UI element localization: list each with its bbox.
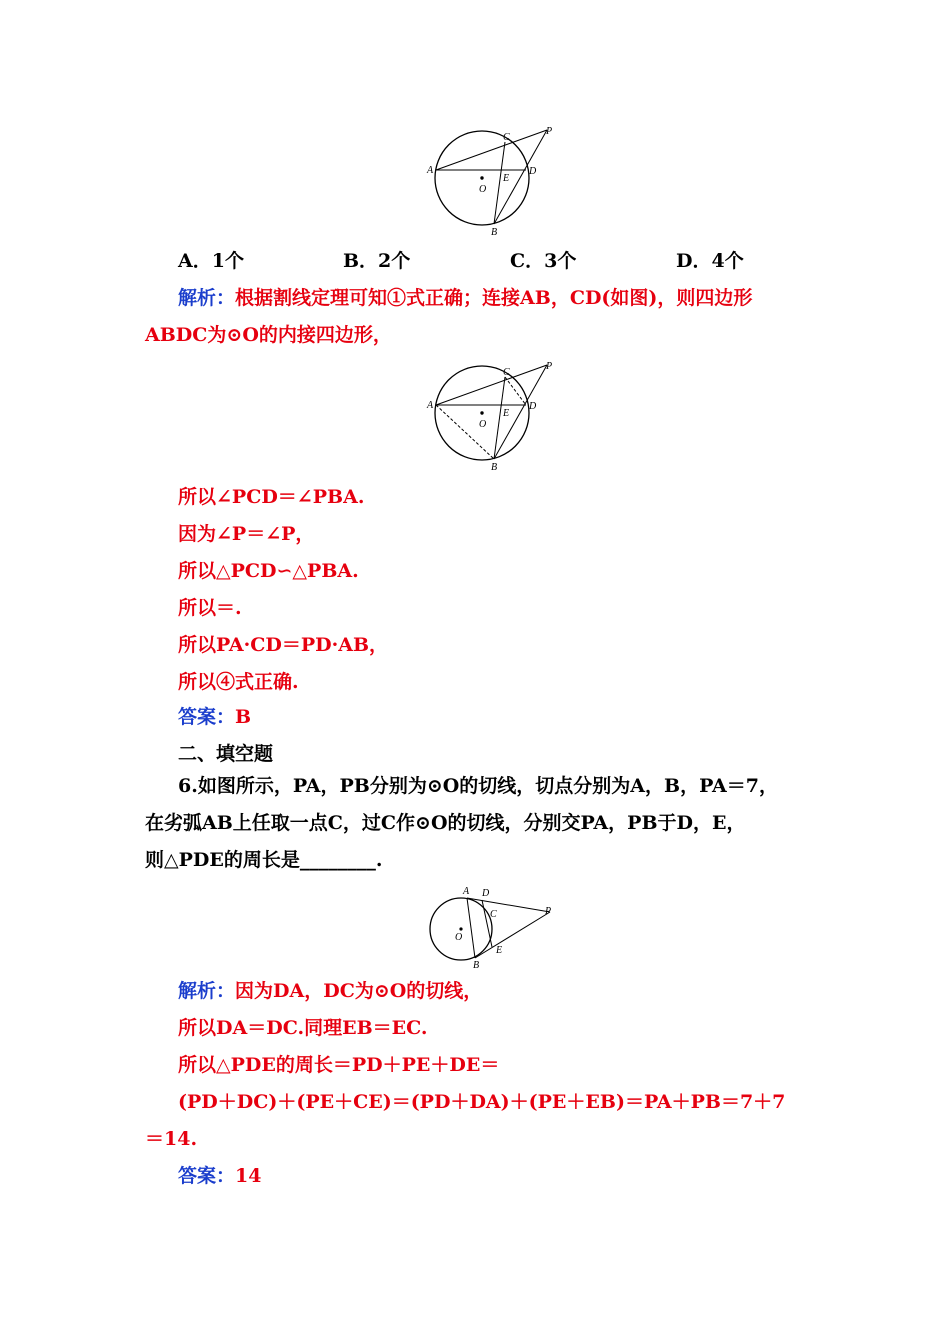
q6-step-1: 所以DA＝DC.同理EB＝EC. — [178, 1017, 428, 1039]
svg-text:E: E — [503, 173, 510, 184]
q6-analysis-line1 — [178, 977, 482, 1005]
svg-text:O: O — [479, 184, 487, 195]
svg-text:B: B — [491, 227, 498, 238]
svg-text:B: B — [491, 462, 498, 473]
choice-d: D．4个 — [676, 250, 744, 272]
svg-text:P: P — [546, 361, 553, 372]
q6-answer-value: 14 — [235, 1165, 262, 1187]
svg-text:A: A — [427, 400, 434, 411]
q5-step-3: 所以△PCD∽△PBA. — [178, 560, 359, 582]
figure-cyclic-quadrilateral — [425, 355, 565, 473]
q6-line-3: 则△PDE的周长是________. — [145, 849, 383, 871]
svg-text:C: C — [503, 367, 510, 378]
svg-text:P: P — [546, 126, 553, 137]
svg-text:O: O — [479, 419, 487, 430]
section-title-fill-in: 二、填空题 — [178, 743, 274, 765]
q5-step-2: 因为∠P＝∠P， — [178, 523, 315, 545]
q5-step-5: 所以PA·CD＝PD·AB， — [178, 634, 389, 656]
q5-answer-value: B — [235, 706, 252, 728]
q5-analysis-label: 解析： — [178, 287, 236, 309]
q6-analysis-text: 因为DA，DC为⊙O的切线， — [235, 980, 483, 1002]
q6-line-2: 在劣弧AB上任取一点C，过C作⊙O的切线，分别交PA，PB于D，E， — [145, 812, 746, 834]
q5-answer-label: 答案： — [178, 706, 236, 728]
q5-analysis-line2: ABDC为⊙O的内接四边形， — [145, 324, 392, 346]
svg-text:P: P — [545, 906, 552, 917]
svg-text:A: A — [427, 165, 434, 176]
svg-text:O: O — [455, 932, 463, 943]
figure-tangent-triangle — [420, 880, 565, 970]
q5-step-1: 所以∠PCD＝∠PBA. — [178, 486, 365, 508]
svg-text:E: E — [503, 408, 510, 419]
svg-text:D: D — [482, 888, 490, 899]
choice-b: B．2个 — [343, 250, 411, 272]
svg-text:E: E — [496, 945, 503, 956]
q6-answer — [178, 1162, 261, 1190]
q6-answer-label: 答案： — [178, 1165, 236, 1187]
q5-analysis-text: 根据割线定理可知①式正确；连接AB，CD(如图)，则四边形 — [235, 287, 753, 309]
svg-text:A: A — [463, 886, 470, 897]
figure-secant-circle — [425, 120, 565, 238]
q6-step-4: ＝14. — [145, 1128, 198, 1150]
svg-text:B: B — [473, 960, 480, 970]
q6-step-3: (PD＋DC)＋(PE＋CE)＝(PD＋DA)＋(PE＋EB)＝PA＋PB＝7＋7 — [178, 1091, 786, 1113]
choice-c: C．3个 — [510, 250, 577, 272]
q5-analysis-line1 — [178, 284, 752, 312]
q5-step-6: 所以④式正确. — [178, 671, 299, 693]
q6-analysis-label: 解析： — [178, 980, 236, 1002]
svg-text:C: C — [503, 132, 510, 143]
svg-text:C: C — [490, 909, 497, 920]
svg-text:D: D — [529, 401, 537, 412]
choice-a: A．1个 — [178, 250, 244, 272]
q6-line-1: 6.如图所示，PA，PB分别为⊙O的切线，切点分别为A，B，PA＝7， — [178, 775, 778, 797]
svg-text:D: D — [529, 166, 537, 177]
q6-step-2: 所以△PDE的周长＝PD＋PE＋DE＝ — [178, 1054, 500, 1076]
q5-answer — [178, 703, 251, 731]
q5-step-4: 所以＝. — [178, 597, 242, 619]
